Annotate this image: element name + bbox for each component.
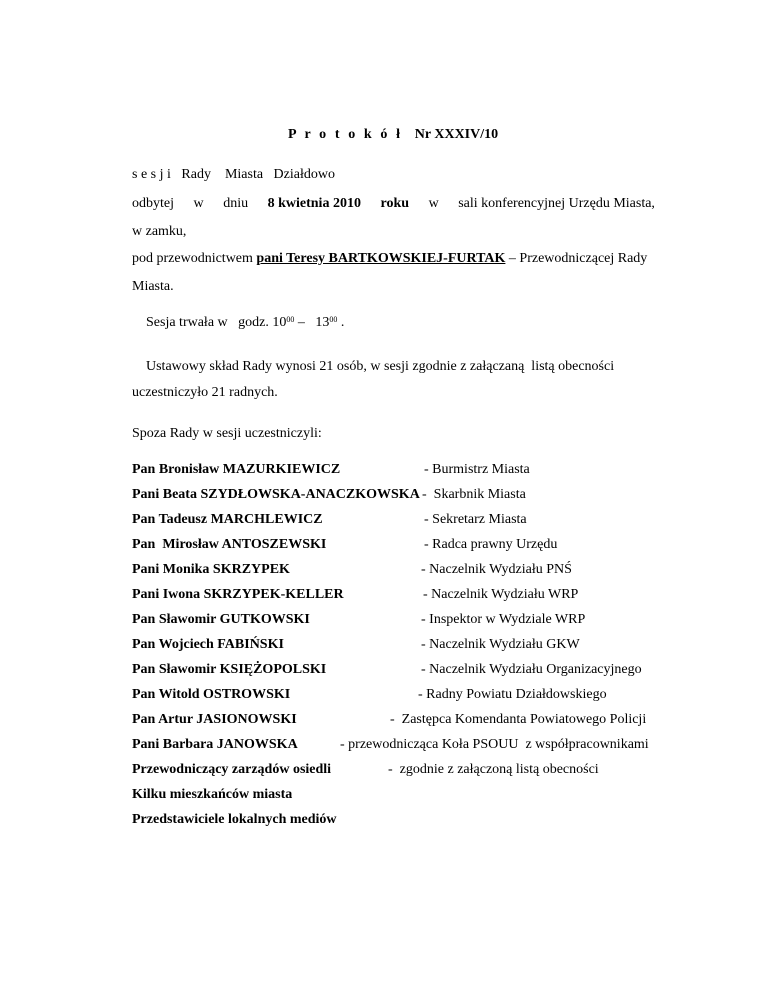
- attendee-name: Pani Iwona SKRZYPEK-KELLER: [132, 587, 344, 602]
- attendee-name: Pan Artur JASIONOWSKI: [132, 712, 297, 727]
- attendee-name: Pani Beata SZYDŁOWSKA-ANACZKOWSKA: [132, 487, 420, 502]
- attendee-name: Pan Mirosław ANTOSZEWSKI: [132, 537, 327, 552]
- chair-suffix: – Przewodniczącej Rady: [505, 251, 648, 266]
- attendee-row: [132, 761, 692, 779]
- attendee-role: - Inspektor w Wydziale WRP: [421, 612, 586, 627]
- guests-heading: Spoza Rady w sesji uczestniczyli:: [132, 426, 322, 441]
- attendee-row: [132, 786, 692, 804]
- attendee-role: - Skarbnik Miasta: [422, 487, 526, 502]
- attendee-name: Pan Sławomir KSIĘŻOPOLSKI: [132, 662, 327, 677]
- attendee-name: Pan Tadeusz MARCHLEWICZ: [132, 512, 323, 527]
- attendee-role: - Naczelnik Wydziału WRP: [423, 587, 579, 602]
- attendee-row: [132, 736, 692, 754]
- attendee-row: [132, 611, 692, 629]
- attendee-name: Pani Barbara JANOWSKA: [132, 737, 298, 752]
- attendee-row: [132, 811, 692, 829]
- composition-line-2: uczestniczyło 21 radnych.: [132, 385, 278, 400]
- attendee-name: Pan Witold OSTROWSKI: [132, 687, 291, 702]
- attendee-role: - Naczelnik Wydziału PNŚ: [421, 562, 572, 577]
- attendee-role: - Radca prawny Urzędu: [424, 537, 558, 552]
- attendee-name: Pan Wojciech FABIŃSKI: [132, 637, 284, 652]
- session-duration: [146, 314, 344, 332]
- attendee-role: - Radny Powiatu Działdowskiego: [418, 687, 607, 702]
- document-title: [288, 126, 498, 144]
- date-word: odbytej: [132, 196, 174, 211]
- attendee-row: [132, 636, 692, 654]
- duration-prefix: Sesja trwała w godz. 10: [146, 315, 287, 330]
- session-date: 8 kwietnia 2010: [267, 196, 361, 211]
- attendee-name: Kilku mieszkańców miasta: [132, 787, 293, 802]
- date-word: w: [193, 196, 204, 211]
- venue: sali konferencyjnej Urzędu Miasta,: [458, 196, 655, 211]
- session-line: s e s j i Rady Miasta Działdowo: [132, 167, 335, 182]
- title-main: P r o t o k ó ł: [288, 127, 403, 142]
- chair-prefix: pod przewodnictwem: [132, 251, 257, 266]
- duration-suffix: .: [337, 315, 345, 330]
- attendee-role: - Burmistrz Miasta: [424, 462, 530, 477]
- attendee-row: [132, 486, 692, 504]
- chair-name: pani Teresy BARTKOWSKIEJ-FURTAK: [256, 251, 506, 266]
- attendee-name: Pan Bronisław MAZURKIEWICZ: [132, 462, 341, 477]
- attendee-row: [132, 711, 692, 729]
- attendee-row: [132, 661, 692, 679]
- duration-end-minutes: 00: [329, 315, 338, 324]
- duration-dash: – 13: [294, 315, 330, 330]
- attendee-role: - Sekretarz Miasta: [424, 512, 527, 527]
- attendee-role: - Naczelnik Wydziału Organizacyjnego: [421, 662, 642, 677]
- chair-line: [132, 250, 647, 268]
- date-word: dniu: [223, 196, 249, 211]
- attendee-role: - Zastępca Komendanta Powiatowego Policji: [390, 712, 647, 727]
- title-number: Nr XXXIV/10: [414, 127, 499, 142]
- attendee-name: Przewodniczący zarządów osiedli: [132, 762, 332, 777]
- composition-line-1: Ustawowy skład Rady wynosi 21 osób, w sesji zgodnie z załączaną listą obecności: [146, 359, 615, 374]
- attendee-name: Przedstawiciele lokalnych mediów: [132, 812, 337, 827]
- date-line: [132, 195, 655, 213]
- attendee-role: - przewodnicząca Koła PSOUU z współpracownikami: [340, 737, 649, 752]
- date-line-continuation: w zamku,: [132, 224, 187, 239]
- attendee-name: Pani Monika SKRZYPEK: [132, 562, 290, 577]
- attendee-row: [132, 561, 692, 579]
- date-word: roku: [380, 196, 410, 211]
- attendee-role: - Naczelnik Wydziału GKW: [421, 637, 580, 652]
- date-word: w: [428, 196, 439, 211]
- attendee-row: [132, 536, 692, 554]
- attendee-row: [132, 586, 692, 604]
- attendee-row: [132, 511, 692, 529]
- attendee-name: Pan Sławomir GUTKOWSKI: [132, 612, 310, 627]
- attendee-role: - zgodnie z załączoną listą obecności: [388, 762, 599, 777]
- attendee-row: [132, 461, 692, 479]
- chair-line-continuation: Miasta.: [132, 279, 174, 294]
- duration-start-minutes: 00: [286, 315, 295, 324]
- attendee-row: [132, 686, 692, 704]
